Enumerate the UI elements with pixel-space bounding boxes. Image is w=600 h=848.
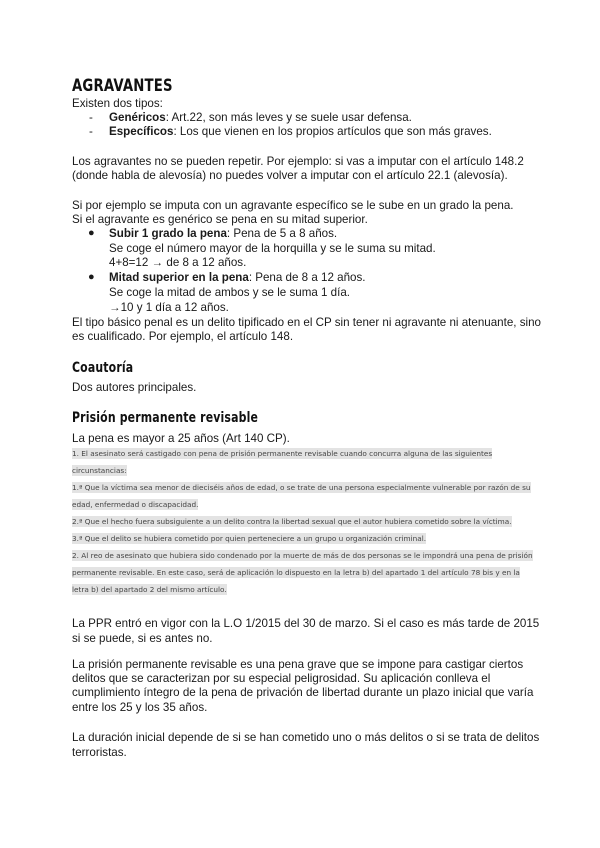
- heading-prision: Prisión permanente revisable: [72, 410, 259, 426]
- heading-agravantes: AGRAVANTES: [72, 76, 173, 96]
- dash-bullet: -: [89, 125, 93, 138]
- paragraph-line: si se puede, si es antes no.: [72, 632, 213, 645]
- bullet-subline: 4+8=12 → de 8 a 12 años.: [109, 256, 247, 269]
- quote-line: 1.ª Que la víctima sea menor de dieciséis años de edad, o se trate de una persona especialmente vulnerable por razón de su: [72, 483, 531, 492]
- quote-line: circunstancias:: [72, 466, 127, 475]
- paragraph-line: Si el agravante es genérico se pena en su mitad superior.: [72, 213, 368, 226]
- quote-line: letra b) del apartado 2 del mismo artículo.: [72, 585, 227, 594]
- heading-coautoria: Coautoría: [72, 360, 134, 376]
- quote-line: 2. Al reo de asesinato que hubiera sido condenado por la muerte de más de dos personas se le impondrá una pena de prisión: [72, 551, 533, 560]
- paragraph-line: cumplimiento íntegro de la pena de privación de libertad durante un plazo inicial que varía: [72, 686, 534, 699]
- quote-line: permanente revisable. En este caso, será de aplicación lo dispuesto en la letra b) del apartado 1 del artículo 78 bis y en la: [72, 568, 520, 577]
- quote-line: edad, enfermedad o discapacidad.: [72, 500, 199, 509]
- paragraph-line: es cualificado. Por ejemplo, el artículo 148.: [72, 330, 294, 343]
- dash-bullet: -: [89, 111, 93, 124]
- paragraph-line: La PPR entró en vigor con la L.O 1/2015 del 30 de marzo. Si el caso es más tarde de 2015: [72, 617, 540, 630]
- type-item: Específicos: Los que vienen en los propios artículos que son más graves.: [109, 125, 492, 138]
- intro-text: Existen dos tipos:: [72, 97, 163, 110]
- paragraph-line: terroristas.: [72, 746, 127, 759]
- quote-line: 1. El asesinato será castigado con pena de prisión permanente revisable cuando concurra alguna de las siguientes: [72, 449, 493, 458]
- bullet-dot-icon: ●: [88, 227, 95, 239]
- bullet-subline: Se coge la mitad de ambos y se le suma 1 día.: [109, 286, 351, 299]
- bullet-dot-icon: ●: [88, 271, 95, 283]
- coautoria-text: Dos autores principales.: [72, 381, 197, 394]
- bullet-item: Subir 1 grado la pena: Pena de 5 a 8 años.: [109, 227, 338, 240]
- bullet-subline: Se coge el número mayor de la horquilla y se le suma su mitad.: [109, 242, 436, 255]
- paragraph-line: delitos que se caracterizan por su especial peligrosidad. Su aplicación conlleva el: [72, 672, 491, 685]
- paragraph-line: El tipo básico penal es un delito tipificado en el CP sin tener ni agravante ni atenuante, sino: [72, 316, 541, 329]
- paragraph-line: La duración inicial depende de si se han cometido uno o más delitos o si se trata de delitos: [72, 731, 540, 744]
- type-item: Genéricos: Art.22, son más leves y se suele usar defensa.: [109, 111, 412, 124]
- prision-intro: La pena es mayor a 25 años (Art 140 CP).: [72, 432, 290, 445]
- paragraph-line: entre los 25 y los 35 años.: [72, 701, 208, 714]
- paragraph-line: Si por ejemplo se imputa con un agravante específico se le sube en un grado la pena.: [72, 199, 514, 212]
- bullet-subline: →10 y 1 día a 12 años.: [109, 301, 229, 314]
- bullet-item: Mitad superior en la pena: Pena de 8 a 12 años.: [109, 271, 366, 284]
- paragraph-line: La prisión permanente revisable es una pena grave que se impone para castigar ciertos: [72, 658, 524, 671]
- quote-line: 3.ª Que el delito se hubiera cometido por quien perteneciere a un grupo u organización criminal.: [72, 534, 427, 543]
- paragraph-line: Los agravantes no se pueden repetir. Por ejemplo: si vas a imputar con el artículo 148.2: [72, 155, 524, 168]
- quote-line: 2.ª Que el hecho fuera subsiguiente a un delito contra la libertad sexual que el autor hubiera cometido sobre la víctima.: [72, 517, 512, 526]
- paragraph-line: (donde habla de alevosía) no puedes volver a imputar con el artículo 22.1 (alevosía).: [72, 169, 508, 182]
